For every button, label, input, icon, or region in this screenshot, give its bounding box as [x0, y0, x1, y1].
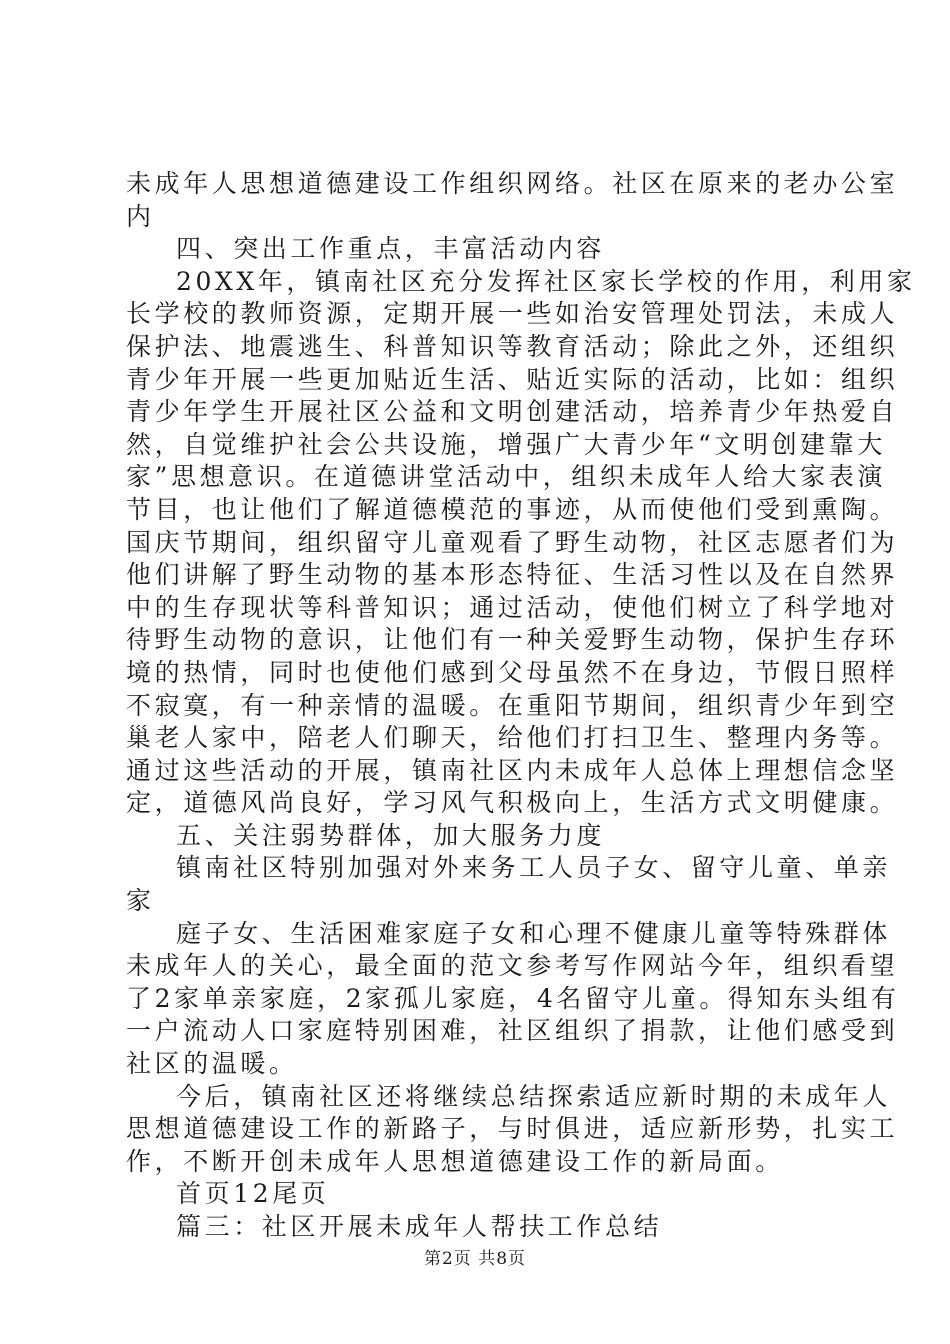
text-line: 社区的温暖。	[126, 1049, 298, 1079]
text-line: 镇南社区特别加强对外来务工人员子女、留守儿童、单亲	[176, 853, 892, 883]
text-line: 了2家单亲家庭，2家孤儿家庭，4名留守儿童。得知东头组有	[126, 983, 900, 1013]
text-line: 节目，也让他们了解道德模范的事迹，从而使他们受到熏陶。	[126, 494, 899, 524]
text-line: 首页12尾页	[176, 1179, 330, 1209]
text-line: 通过这些活动的开展，镇南社区内未成年人总体上理想信念坚	[126, 755, 899, 785]
text-line: 作，不断开创未成年人思想道德建设工作的新局面。	[126, 1146, 784, 1176]
text-line: 未成年人的关心，最全面的范文参考写作网站今年，组织看望	[126, 951, 899, 981]
text-line: 他们讲解了野生动物的基本形态特征、生活习性以及在自然界	[126, 560, 899, 590]
text-line: 一户流动人口家庭特别困难，社区组织了捐款，让他们感受到	[126, 1016, 899, 1046]
text-line: 青少年开展一些更加贴近生活、贴近实际的活动，比如：组织	[126, 364, 899, 394]
text-line: 不寂寞，有一种亲情的温暖。在重阳节期间，组织青少年到空	[126, 690, 899, 720]
text-line: 四、突出工作重点，丰富活动内容	[176, 234, 606, 264]
text-line: 国庆节期间，组织留守儿童观看了野生动物，社区志愿者们为	[126, 527, 899, 557]
text-line: 家”思想意识。在道德讲堂活动中，组织未成年人给大家表演	[126, 462, 886, 492]
text-line: 巢老人家中，陪老人们聊天，给他们打扫卫生、整理内务等。	[126, 723, 899, 753]
text-line: 家	[126, 886, 155, 916]
text-line: 思想道德建设工作的新路子，与时俱进，适应新形势，扎实工	[126, 1114, 899, 1144]
text-line: 篇三：社区开展未成年人帮扶工作总结	[176, 1212, 663, 1241]
text-line: 然，自觉维护社会公共设施，增强广大青少年“文明创建靠大	[126, 429, 886, 459]
text-line: 定，道德风尚良好，学习风气积极向上，生活方式文明健康。	[126, 788, 899, 818]
text-line: 青少年学生开展社区公益和文明创建活动，培养青少年热爱自	[126, 397, 899, 427]
text-line: 今后，镇南社区还将继续总结探索适应新时期的未成年人	[176, 1081, 892, 1111]
text-line: 未成年人思想道德建设工作组织网络。社区在原来的老办公室	[126, 169, 899, 198]
text-line: 长学校的教师资源，定期开展一些如治安管理处罚法，未成人	[126, 299, 899, 329]
text-line: 20XX年，镇南社区充分发挥社区家长学校的作用，利用家	[176, 266, 916, 296]
text-line: 保护法、地震逃生、科普知识等教育活动；除此之外，还组织	[126, 331, 899, 361]
text-line: 五、关注弱势群体，加大服务力度	[176, 820, 606, 850]
text-line: 中的生存现状等科普知识；通过活动，使他们树立了科学地对	[126, 592, 899, 622]
document-body	[126, 168, 916, 1244]
text-line: 内	[126, 201, 155, 231]
page-footer: 第2页 共8页	[423, 1249, 527, 1269]
text-line: 庭子女、生活困难家庭子女和心理不健康儿童等特殊群体	[176, 918, 892, 948]
text-line: 境的热情，同时也使他们感到父母虽然不在身边，节假日照样	[126, 657, 899, 687]
text-line: 待野生动物的意识，让他们有一种关爱野生动物，保护生存环	[126, 625, 899, 655]
